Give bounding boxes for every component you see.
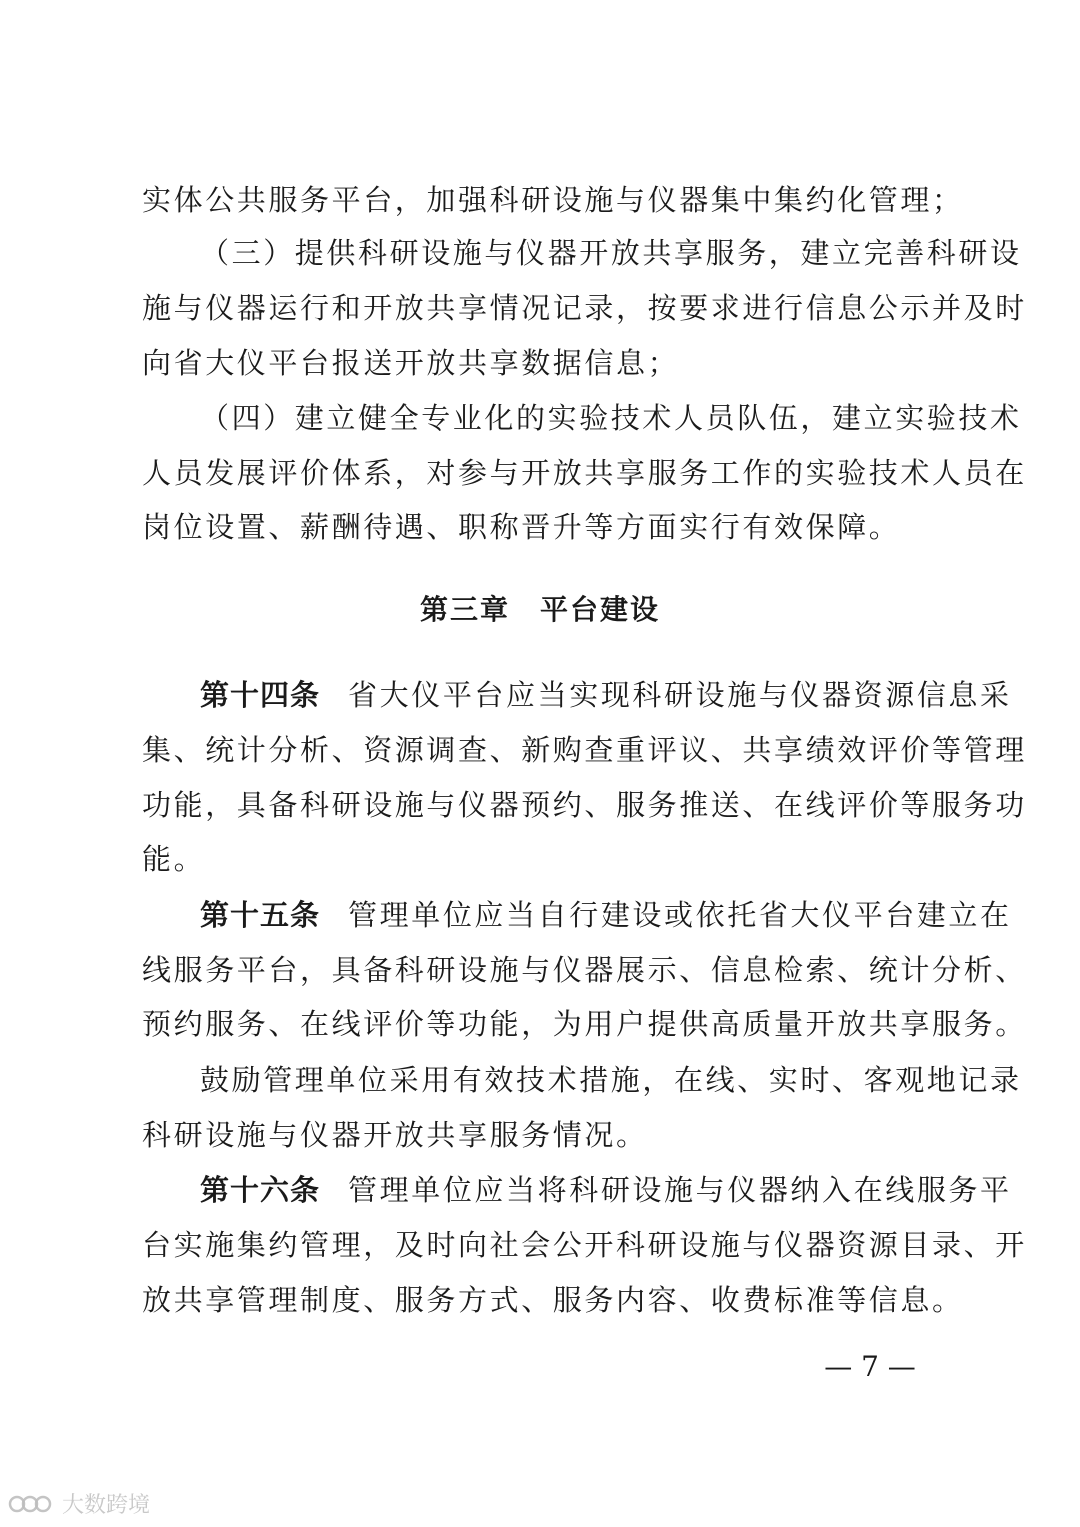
article-16-first-line (200, 1170, 1012, 1210)
text-line: 实体公共服务平台，加强科研设施与仪器集中集约化管理； (142, 183, 964, 217)
chapter-title: 第三章 平台建设 (419, 593, 660, 626)
text-line: 施与仪器运行和开放共享情况记录，按要求进行信息公示并及时 (142, 291, 1027, 325)
article-label: 第十五条 (200, 898, 321, 932)
watermark (8, 1488, 150, 1519)
text-line: 能。 (142, 842, 206, 876)
watermark-text: 大数跨境 (62, 1493, 151, 1518)
text-line: 预约服务、在线评价等功能，为用户提供高质量开放共享服务。 (142, 1007, 1027, 1041)
article-text: 管理单位应当将科研设施与仪器纳入在线服务平 (348, 1173, 1012, 1207)
article-label: 第十六条 (200, 1173, 321, 1207)
page-number: — 7 — (824, 1350, 916, 1383)
text-line: 岗位设置、薪酬待遇、职称晋升等方面实行有效保障。 (142, 510, 901, 544)
text-line: 人员发展评价体系，对参与开放共享服务工作的实验技术人员在 (142, 456, 1027, 490)
article-text: 省大仪平台应当实现科研设施与仪器资源信息采 (348, 678, 1012, 712)
text-line: 科研设施与仪器开放共享服务情况。 (142, 1118, 648, 1152)
text-line: 集、统计分析、资源调查、新购查重评议、共享绩效评价等管理 (142, 733, 1027, 767)
text-line: 向省大仪平台报送开放共享数据信息； (142, 346, 680, 380)
article-text: 管理单位应当自行建设或依托省大仪平台建立在 (348, 898, 1012, 932)
watermark-logo-icon (8, 1491, 56, 1517)
text-line: 功能，具备科研设施与仪器预约、服务推送、在线评价等服务功 (142, 788, 1027, 822)
text-line: 线服务平台，具备科研设施与仪器展示、信息检索、统计分析、 (142, 953, 1027, 987)
text-line: （四）建立健全专业化的实验技术人员队伍，建立实验技术 (200, 401, 1022, 435)
text-line: 放共享管理制度、服务方式、服务内容、收费标准等信息。 (142, 1283, 964, 1317)
article-14-first-line (200, 675, 1012, 715)
text-line: 台实施集约管理，及时向社会公开科研设施与仪器资源目录、开 (142, 1228, 1027, 1262)
article-15-first-line (200, 895, 1012, 935)
text-line: 鼓励管理单位采用有效技术措施，在线、实时、客观地记录 (200, 1063, 1022, 1097)
text-line: （三）提供科研设施与仪器开放共享服务，建立完善科研设 (200, 236, 1022, 270)
article-label: 第十四条 (200, 678, 321, 712)
